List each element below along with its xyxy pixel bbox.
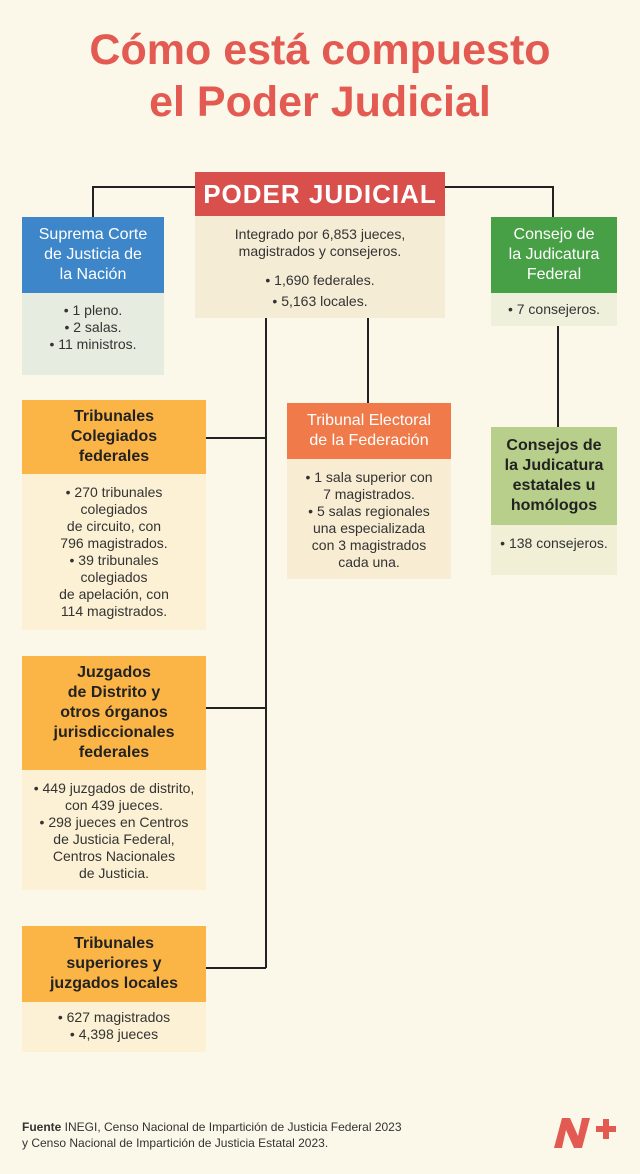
source-label: Fuente [22,1120,62,1134]
poder-judicial-body [195,216,445,318]
tribunal-electoral-body [287,459,451,579]
consejos-estatales-header [491,427,617,525]
tribunal-electoral-item: • 1 sala superior con 7 magistrados. [305,469,433,502]
source-text: INEGI, Censo Nacional de Impartición de Justicia Federal 2023 y Censo Nacional de Impartición de Justicia Estatal 2023. [22,1120,402,1150]
tribunales-colegiados-body [22,474,206,630]
suprema-corte-header [22,217,164,293]
juzgados-distrito-title: Juzgados de Distrito y otros órganos jurisdiccionales federales [53,664,175,761]
consejo-federal-item: • 7 consejeros. [507,301,601,317]
tribunales-locales-header [22,926,206,1002]
title-line-2: el Poder Judicial [149,78,491,126]
tribunales-colegiados-title: Tribunales Colegiados federales [70,408,158,465]
consejos-estatales-title: Consejos de la Judicatura estatales u homólogos [504,437,604,514]
suprema-corte-body [22,293,164,375]
tribunal-electoral-item: • 5 salas regionales una especializada con 3 magistrados cada una. [308,503,430,570]
suprema-corte-item: • 1 pleno. [63,302,123,318]
tribunales-locales-item: • 4,398 jueces [69,1026,159,1042]
poder-judicial-header [195,172,445,216]
tribunales-colegiados-item: • 39 tribunales colegiados de apelación, con 114 magistrados. [59,552,169,619]
poder-judicial-item: • 5,163 locales. [272,293,368,309]
tribunales-colegiados-item: • 270 tribunales colegiados de circuito, con 796 magistrados. [60,484,168,551]
tribunales-locales-item: • 627 magistrados [57,1009,171,1025]
poder-judicial-item: • 1,690 federales. [265,272,375,288]
consejo-federal-title: Consejo de la Judicatura Federal [508,226,600,283]
consejos-estatales-body [491,525,617,575]
connector-consejo-federal [445,187,553,217]
suprema-corte-title: Suprema Corte de Justicia de la Nación [38,226,148,283]
connector-suprema [93,187,195,217]
poder-judicial-title: PODER JUDICIAL [203,179,437,209]
title-line-1: Cómo está compuesto [89,26,551,74]
juzgados-distrito-item: • 449 juzgados de distrito, con 439 jueces. [33,780,195,813]
source-footer [22,1119,502,1151]
consejo-federal-body [491,293,617,326]
tribunal-electoral-header [287,403,451,459]
consejo-federal-header [491,217,617,293]
juzgados-distrito-body [22,770,206,890]
juzgados-distrito-item: • 298 jueces en Centros de Justicia Federal, Centros Nacionales de Justicia. [39,814,189,881]
juzgados-distrito-header [22,656,206,770]
tribunales-locales-body [22,1002,206,1052]
tribunal-electoral-title: Tribunal Electoral de la Federación [307,412,431,449]
n-plus-logo-icon [552,1112,620,1152]
suprema-corte-item: • 2 salas. [64,319,122,335]
tribunales-locales-title: Tribunales superiores y juzgados locales [49,935,179,992]
tribunales-colegiados-header [22,400,206,474]
consejos-estatales-item: • 138 consejeros. [500,535,608,551]
suprema-corte-item: • 11 ministros. [49,336,137,352]
poder-judicial-description: Integrado por 6,853 jueces, magistrados y consejeros. [234,226,406,259]
